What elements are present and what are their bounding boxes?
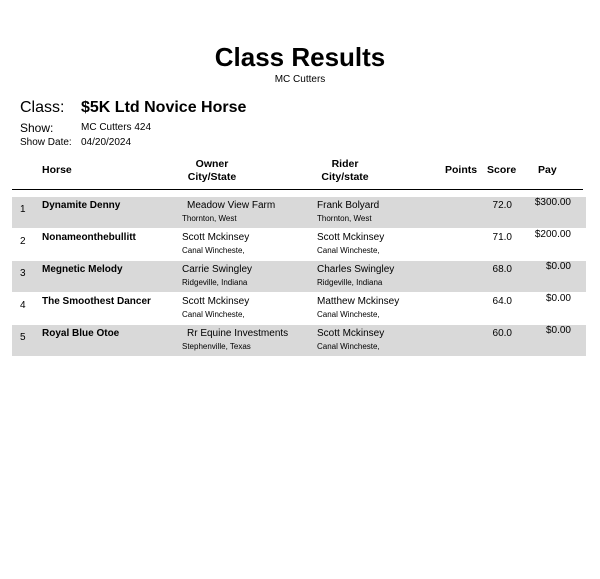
rider-city: Ridgeville, Indiana [317,278,383,287]
place: 2 [20,236,26,247]
horse-name: Nonameonthebullitt [42,232,136,243]
rider-name: Scott Mckinsey [317,232,385,243]
owner-city: Canal Wincheste, [182,246,245,255]
owner-city: Stephenville, Texas [182,342,251,351]
owner-city: Thornton, West [182,214,237,223]
pay: $200.00 [534,229,571,240]
rider-name: Matthew Mckinsey [317,296,400,307]
horse-name: The Smoothest Dancer [42,296,151,307]
header-rule [12,189,583,190]
owner-city: Ridgeville, Indiana [182,278,248,287]
report-title: Class Results [214,42,386,72]
rider-city: Canal Wincheste, [317,310,380,319]
pay: $300.00 [534,197,571,208]
owner-name: Scott Mckinsey [182,296,250,307]
header-pay: Pay [538,164,557,176]
header-owner-line2: City/State [187,171,237,183]
rider-name: Scott Mckinsey [317,328,385,339]
rider-name: Frank Bolyard [317,200,380,211]
owner-name: Carrie Swingley [182,264,253,275]
score: 60.0 [492,328,512,339]
header-rider-line2: City/state [321,171,369,183]
score: 72.0 [492,200,512,211]
show-date-label: Show Date: [20,137,72,148]
header-score: Score [487,164,517,176]
horse-name: Megnetic Melody [42,264,123,275]
owner-name: Scott Mckinsey [182,232,250,243]
header-owner [162,158,262,184]
score: 71.0 [492,232,512,243]
owner-name: Rr Equine Investments [187,328,289,339]
header-rider [295,158,395,184]
show-date-value: 04/20/2024 [81,137,132,148]
header-horse: Horse [42,164,72,176]
place: 4 [20,300,26,311]
class-value: $5K Ltd Novice Horse [81,99,247,116]
score: 64.0 [492,296,512,307]
header-rider-line1: Rider [331,158,359,170]
table-row [12,197,586,228]
rider-city: Canal Wincheste, [317,246,380,255]
score: 68.0 [492,264,512,275]
show-label: Show: [20,121,54,135]
rider-name: Charles Swingley [317,264,395,275]
pay: $0.00 [545,325,571,336]
rider-city: Thornton, West [317,214,372,223]
header-owner-line1: Owner [195,158,229,170]
place: 3 [20,268,26,279]
show-value: MC Cutters 424 [81,122,152,133]
report-subtitle: MC Cutters [274,74,326,85]
horse-name: Dynamite Denny [42,200,121,211]
owner-name: Meadow View Farm [187,200,276,211]
rider-city: Canal Wincheste, [317,342,380,351]
table-row [12,229,586,260]
class-label: Class: [20,99,65,116]
table-row [12,325,586,356]
place: 1 [20,204,26,215]
pay: $0.00 [545,293,571,304]
pay: $0.00 [545,261,571,272]
table-row [12,261,586,292]
place: 5 [20,332,26,343]
table-row [12,293,586,324]
header-points: Points [445,164,478,176]
owner-city: Canal Wincheste, [182,310,245,319]
horse-name: Royal Blue Otoe [42,328,120,339]
